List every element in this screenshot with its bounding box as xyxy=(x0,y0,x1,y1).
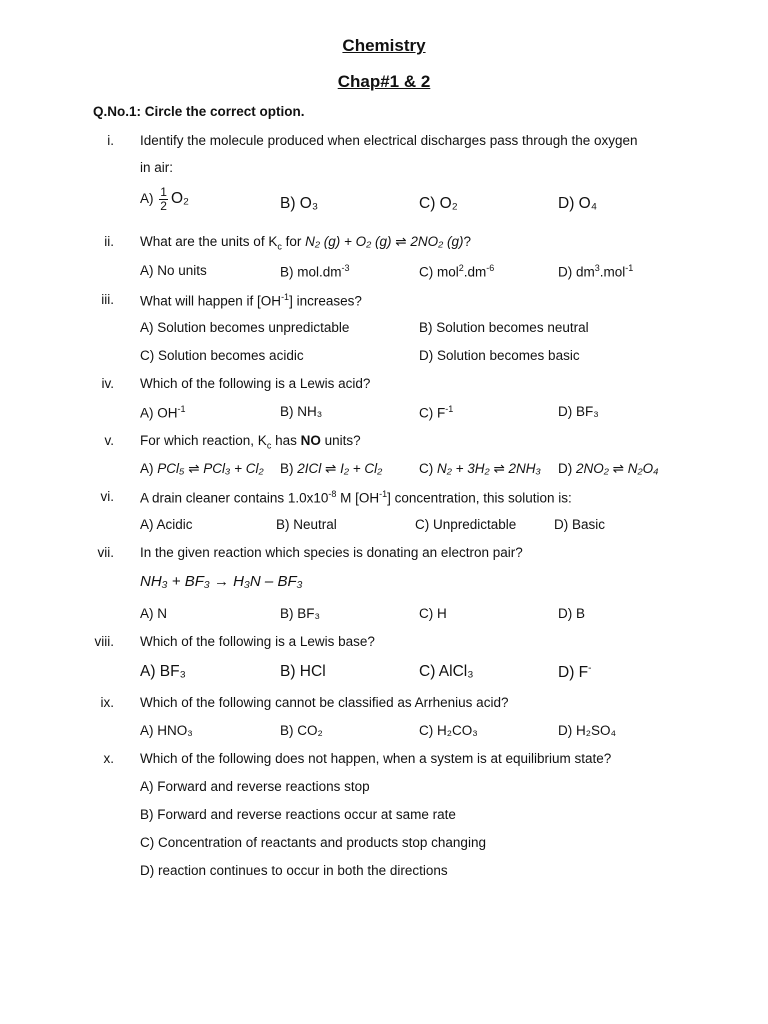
option-b: B) HCl xyxy=(280,663,326,680)
page-subtitle: Chap#1 & 2 xyxy=(337,72,431,91)
option-d: D) 2NO₂ ⇌ N₂O₄ xyxy=(558,461,659,476)
question-text: For which reaction, $K_c$ has NO units? xyxy=(140,433,361,451)
option-a: A) No units xyxy=(140,263,207,278)
option-a: A) Solution becomes unpredictable xyxy=(140,320,350,335)
option-a: A) BF₃ xyxy=(140,663,186,680)
option-d: D) Basic xyxy=(554,517,606,532)
question-text: Which of the following is a Lewis base? xyxy=(140,634,375,649)
question-number: vii. xyxy=(97,545,114,560)
option-c: C) O₂ xyxy=(419,195,458,212)
reaction-equation: NH₃ + BF₃ → H₃N – BF₃ xyxy=(140,573,303,590)
option-d: D) Solution becomes basic xyxy=(419,348,580,363)
question-number: viii. xyxy=(94,634,114,649)
question-text: Which of the following does not happen, when a system is at equilibrium state? xyxy=(140,751,612,766)
option-a: A) N xyxy=(140,606,167,621)
option-a: A) PCl₅ ⇌ PCl₃ + Cl₂ xyxy=(140,461,264,476)
option-a: A) Forward and reverse reactions stop xyxy=(140,779,370,794)
fraction: $\frac{1}{2}$ xyxy=(160,185,167,213)
question-text: What are the units of $K_c$ for N₂ (g) + O₂ (g) ⇌ 2NO₂ (g)? xyxy=(140,234,472,252)
option-c: C) H₂CO₃ xyxy=(419,723,478,738)
question-number: i. xyxy=(107,133,114,148)
option-c: C) Solution becomes acidic xyxy=(140,348,304,363)
option-d: D) O₄ xyxy=(558,195,598,212)
equation: N₂ (g) + O₂ (g) ⇌ 2NO₂ (g) xyxy=(305,234,464,249)
option-b: B) Solution becomes neutral xyxy=(419,320,589,335)
option-c: C) $F^{-1}$ xyxy=(419,404,454,421)
option-a: A) HNO₃ xyxy=(140,723,193,738)
option-a: A) $\frac{1}{2}$ O₂ xyxy=(140,185,190,213)
section-heading: Q.No.1: Circle the correct option. xyxy=(93,104,305,119)
option-d: D) H₂SO₄ xyxy=(558,723,617,738)
option-c: C) N₂ + 3H₂ ⇌ 2NH₃ xyxy=(419,461,541,476)
question-text: A drain cleaner contains $1.0x10^{-8}$ M $[OH^{-1}]$ concentration, this solution is: xyxy=(140,489,572,506)
option-c: C) AlCl₃ xyxy=(419,663,474,680)
option-b: B) BF₃ xyxy=(280,606,320,621)
option-b: B) 2ICl ⇌ I₂ + Cl₂ xyxy=(280,461,383,476)
option-c: C) Unpredictable xyxy=(415,517,517,532)
question-number: vi. xyxy=(100,489,114,504)
option-a: A) Acidic xyxy=(140,517,193,532)
question-number: iii. xyxy=(101,292,114,307)
option-b: B) O₃ xyxy=(280,195,319,212)
question-number: x. xyxy=(103,751,114,766)
question-text: Which of the following is a Lewis acid? xyxy=(140,376,371,391)
question-number: iv. xyxy=(101,376,114,391)
option-b: B) NH₃ xyxy=(280,404,323,419)
option-b: B) Neutral xyxy=(276,517,337,532)
option-d: D) B xyxy=(558,606,585,621)
option-b: B) Forward and reverse reactions occur at same rate xyxy=(140,807,456,822)
option-c: C) Concentration of reactants and products stop changing xyxy=(140,835,486,850)
question-number: v. xyxy=(104,433,114,448)
question-text: Which of the following cannot be classified as Arrhenius acid? xyxy=(140,695,509,710)
option-d: D) F- xyxy=(558,663,592,682)
option-c: C) $mol^2.dm^{-6}$ xyxy=(419,263,495,280)
option-c: C) H xyxy=(419,606,447,621)
page-title: Chemistry xyxy=(342,36,426,55)
question-text: Identify the molecule produced when electrical discharges pass through the oxygen xyxy=(140,133,638,148)
option-d: D) reaction continues to occur in both the directions xyxy=(140,863,448,878)
question-number: ii. xyxy=(104,234,114,249)
question-text: In the given reaction which species is donating an electron pair? xyxy=(140,545,523,560)
option-d: D) BF₃ xyxy=(558,404,599,419)
option-d: D) $dm^3.mol^{-1}$ xyxy=(558,263,634,280)
option-b: B) CO₂ xyxy=(280,723,323,738)
question-number: ix. xyxy=(100,695,114,710)
option-a: A) $OH^{-1}$ xyxy=(140,404,186,421)
question-text: What will happen if $[OH^{-1}]$ increases? xyxy=(140,292,362,309)
question-text-continued: in air: xyxy=(140,160,174,175)
option-b: B) $mol.dm^{-3}$ xyxy=(280,263,350,280)
